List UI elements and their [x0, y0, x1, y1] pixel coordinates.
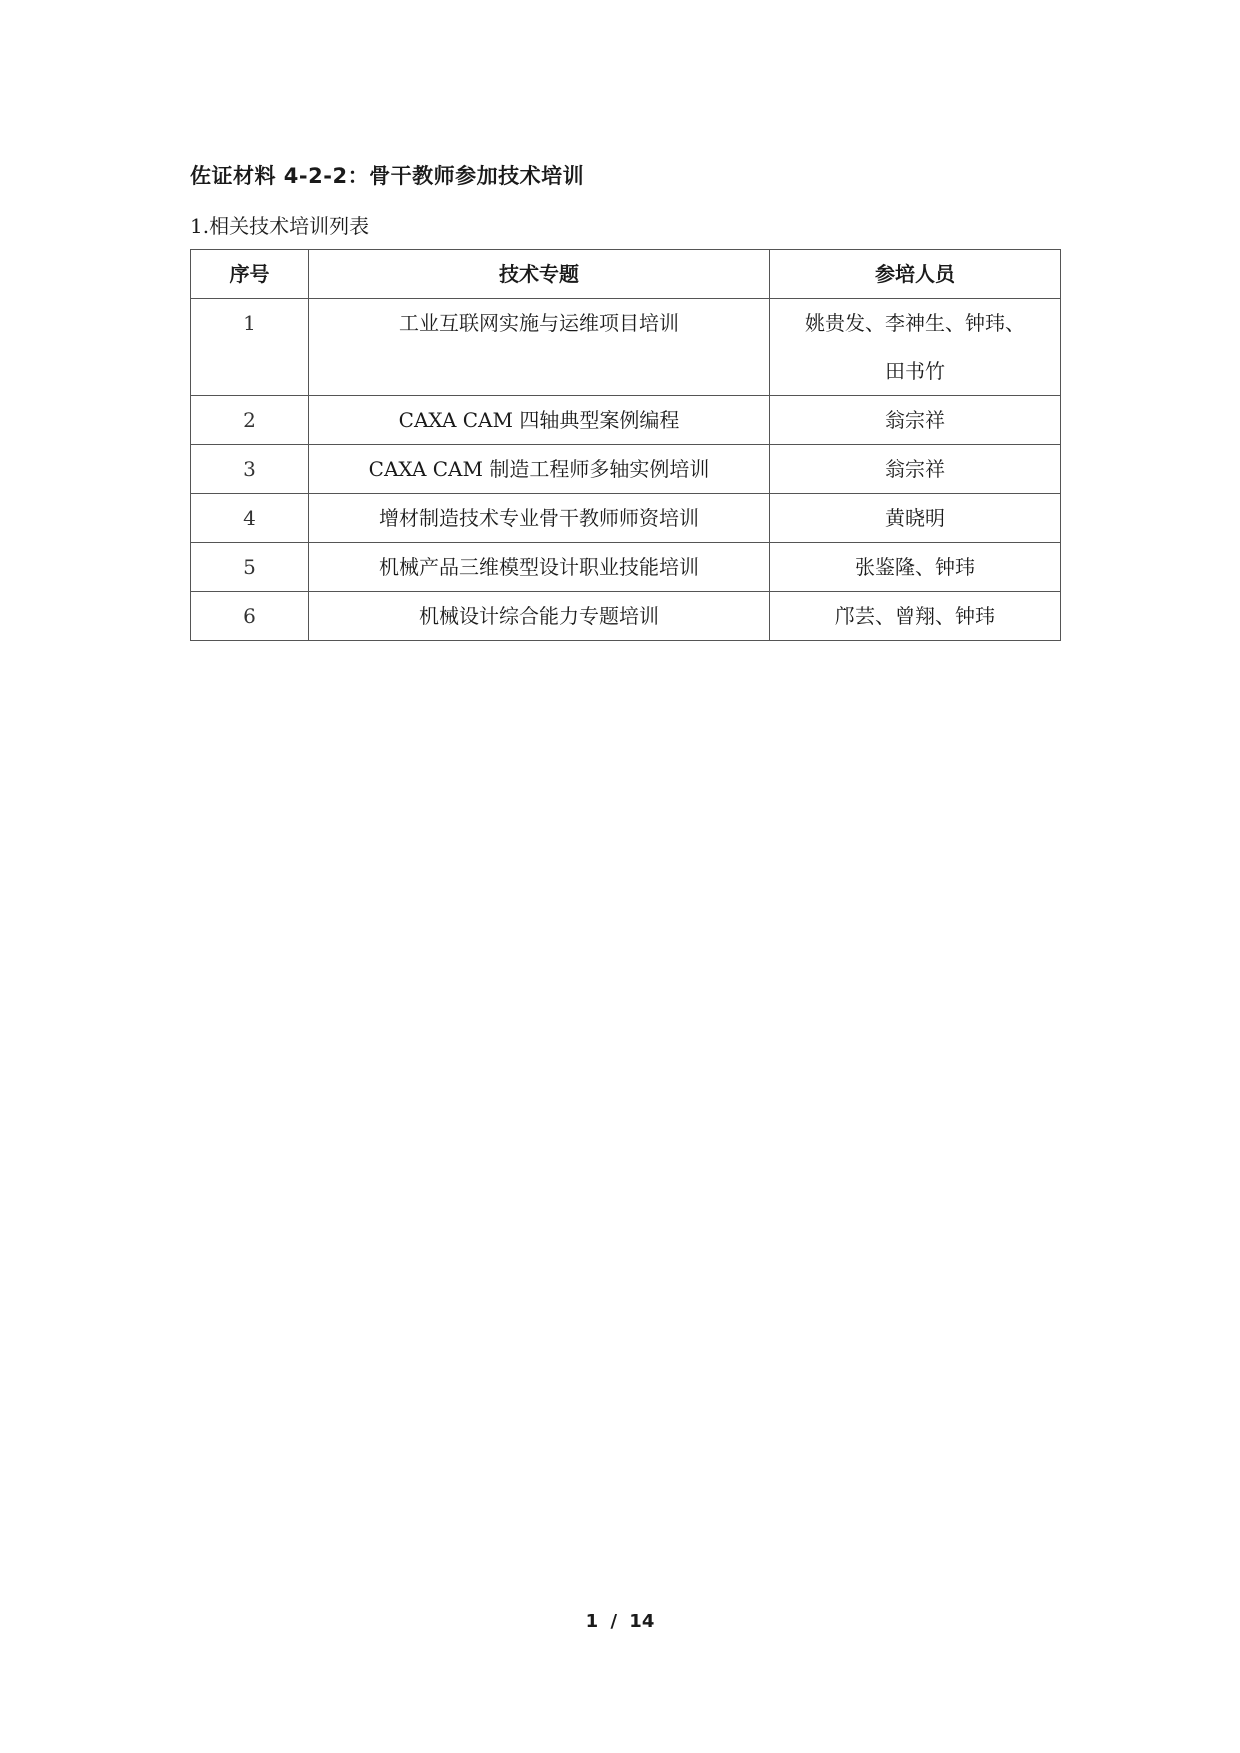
- table-row: [191, 543, 1061, 592]
- header-num: 序号: [191, 250, 309, 299]
- row-topic: 机械产品三维模型设计职业技能培训: [309, 543, 770, 592]
- table-header-row: [191, 250, 1061, 299]
- row-num: 5: [191, 543, 309, 592]
- row-num: 2: [191, 396, 309, 445]
- row-num: 1: [191, 299, 309, 396]
- table-row: [191, 299, 1061, 396]
- row-topic: CAXA CAM 制造工程师多轴实例培训: [309, 445, 770, 494]
- row-topic: 增材制造技术专业骨干教师师资培训: [309, 494, 770, 543]
- row-people: 翁宗祥: [770, 445, 1061, 494]
- table-row: [191, 445, 1061, 494]
- table-row: [191, 396, 1061, 445]
- header-topic: 技术专题: [309, 250, 770, 299]
- row-topic: 机械设计综合能力专题培训: [309, 592, 770, 641]
- row-people-line: 姚贵发、李神生、钟玮、: [805, 311, 1025, 335]
- header-people: 参培人员: [770, 250, 1061, 299]
- table-row: [191, 494, 1061, 543]
- row-num: 3: [191, 445, 309, 494]
- section-heading: 1.相关技术培训列表: [190, 214, 370, 238]
- page-number: 1 / 14: [585, 1611, 655, 1632]
- row-num: 6: [191, 592, 309, 641]
- table-row: [191, 592, 1061, 641]
- row-people: 翁宗祥: [770, 396, 1061, 445]
- row-people: 张鉴隆、钟玮: [770, 543, 1061, 592]
- training-table: [190, 249, 1061, 641]
- row-people: 邝芸、曾翔、钟玮: [770, 592, 1061, 641]
- row-topic: CAXA CAM 四轴典型案例编程: [309, 396, 770, 445]
- row-people-line: 田书竹: [885, 359, 945, 383]
- row-num: 4: [191, 494, 309, 543]
- row-people: 黄晓明: [770, 494, 1061, 543]
- row-people: [770, 299, 1061, 396]
- row-topic: 工业互联网实施与运维项目培训: [309, 299, 770, 396]
- document-title: 佐证材料 4-2-2：骨干教师参加技术培训: [190, 164, 585, 188]
